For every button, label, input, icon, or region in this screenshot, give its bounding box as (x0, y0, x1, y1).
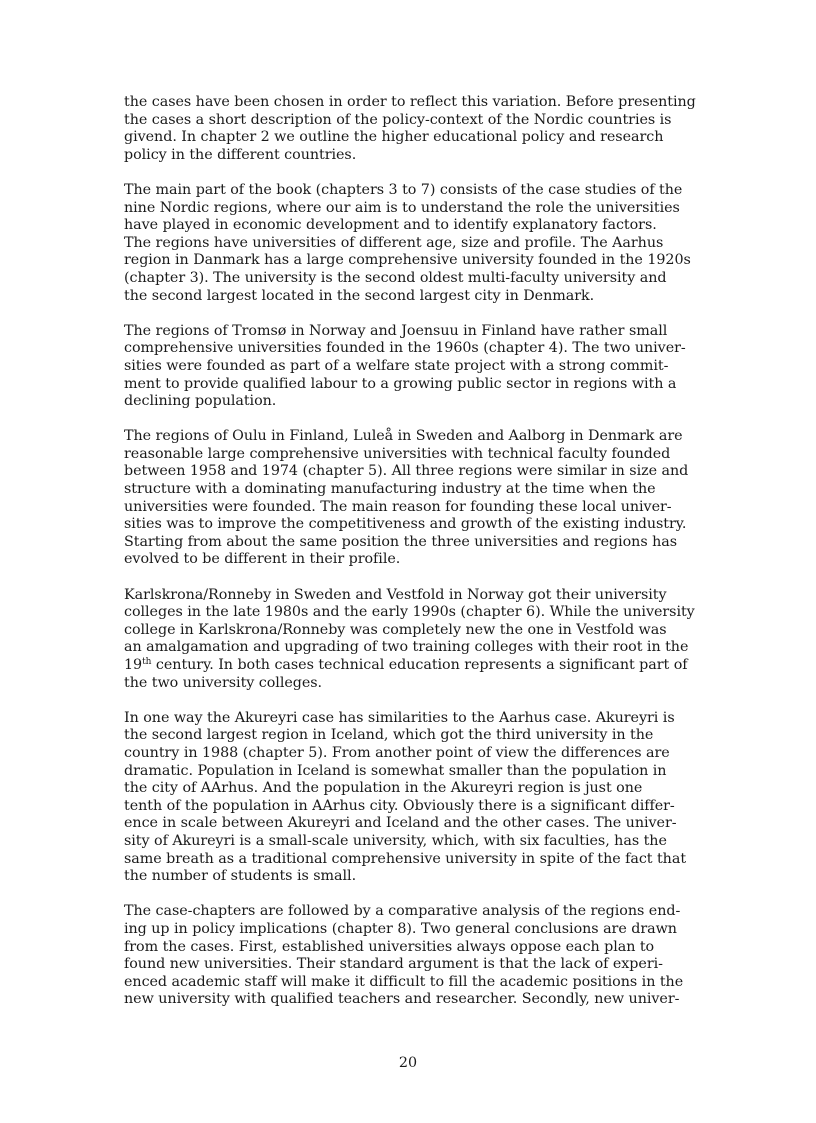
text-line: nine Nordic regions, where our aim is to understand the role the universities (124, 199, 680, 216)
paragraph-7 (124, 903, 698, 1009)
text-line: evolved to be different in their profile. (124, 551, 401, 568)
paragraph-6 (124, 710, 698, 886)
text-line: sity of Akureyri is a small-scale university, which, with six faculties, has the (124, 832, 667, 849)
paragraph-1 (124, 94, 698, 164)
paragraph-5 (124, 587, 698, 693)
text-line: dramatic. Population in Iceland is somewhat smaller than the population in (124, 762, 667, 779)
text-line: same breath as a traditional comprehensive university in spite of the fact that (124, 850, 687, 867)
text-line: Starting from about the same position the three universities and regions has (124, 533, 678, 550)
text-line: the cases a short description of the policy-context of the Nordic countries is (124, 111, 672, 128)
text-line: the two university colleges. (124, 674, 323, 691)
text-line: universities were founded. The main reason for founding these local univer- (124, 498, 672, 515)
text-line: comprehensive universities founded in the 1960s (chapter 4). The two univer- (124, 340, 686, 357)
text-line: sities were founded as part of a welfare state project with a strong commit- (124, 357, 669, 374)
text-line: enced academic staff will make it difficult to fill the academic positions in the (124, 973, 684, 990)
text-line: from the cases. First, established universities always oppose each plan to (124, 938, 655, 955)
text-line: have played in economic development and to identify explanatory factors. (124, 217, 657, 234)
paragraph-2 (124, 182, 698, 305)
text-line: (chapter 3). The university is the second oldest multi-faculty university and (124, 269, 667, 286)
text-line: the second largest located in the second largest city in Denmark. (124, 287, 595, 304)
text-line: found new universities. Their standard argument is that the lack of experi- (124, 956, 663, 973)
text-line: ing up in policy implications (chapter 8). Two general conclusions are drawn (124, 920, 677, 937)
text-line: The case-chapters are followed by a comparative analysis of the regions end- (124, 903, 681, 920)
text-line: the cases have been chosen in order to reflect this variation. Before presenting (124, 94, 696, 110)
text-line: Karlskrona/Ronneby in Sweden and Vestfold in Norway got their university (124, 586, 667, 603)
ordinal-superscript: th (142, 657, 152, 667)
text-line: colleges in the late 1980s and the early 1990s (chapter 6). While the university (124, 604, 695, 621)
text-line: policy in the different countries. (124, 146, 357, 163)
century-number: 19 (124, 657, 143, 673)
text-line: ence in scale between Akureyri and Iceland and the other cases. The univer- (124, 815, 677, 832)
text-line: the second largest region in Iceland, which got the third university in the (124, 727, 654, 744)
paragraph-3 (124, 323, 698, 411)
paragraph-4 (124, 428, 698, 569)
text-line: tenth of the population in AArhus city. Obviously there is a significant differ- (124, 797, 675, 814)
page-number: 20 (398, 1055, 418, 1071)
text-line: The regions of Tromsø in Norway and Joensuu in Finland have rather small (124, 322, 668, 339)
text-line: college in Karlskrona/Ronneby was completely new the one in Vestfold was (124, 621, 667, 638)
text-line: declining population. (124, 393, 277, 410)
text-line: between 1958 and 1974 (chapter 5). All three regions were similar in size and (124, 463, 689, 480)
text-line-with-superscript (124, 657, 698, 675)
text-line: structure with a dominating manufacturing industry at the time when the (124, 481, 656, 498)
text-line: In one way the Akureyri case has similarities to the Aarhus case. Akureyri is (124, 709, 675, 726)
text-line: The main part of the book (chapters 3 to 7) consists of the case studies of the (124, 181, 683, 198)
text-fragment: century. In both cases technical education represents a significant part of (151, 657, 688, 673)
body-text (124, 94, 698, 1026)
text-line: the city of AArhus. And the population in the Akureyri region is just one (124, 780, 643, 797)
text-line: ment to provide qualified labour to a growing public sector in regions with a (124, 375, 677, 392)
text-line: new university with qualified teachers and researcher. Secondly, new univer- (124, 991, 680, 1008)
text-line: The regions of Oulu in Finland, Luleå in Sweden and Aalborg in Denmark are (124, 428, 683, 445)
text-line: reasonable large comprehensive universities with technical faculty founded (124, 445, 671, 462)
text-line: region in Danmark has a large comprehensive university founded in the 1920s (124, 252, 691, 269)
text-line: The regions have universities of different age, size and profile. The Aarhus (124, 234, 664, 251)
text-line: sities was to improve the competitiveness and growth of the existing industry. (124, 516, 687, 533)
text-line: givend. In chapter 2 we outline the higher educational policy and research (124, 129, 664, 146)
text-line: an amalgamation and upgrading of two training colleges with their root in the (124, 639, 689, 656)
text-line: the number of students is small. (124, 868, 357, 885)
text-line: country in 1988 (chapter 5). From another point of view the differences are (124, 744, 670, 761)
